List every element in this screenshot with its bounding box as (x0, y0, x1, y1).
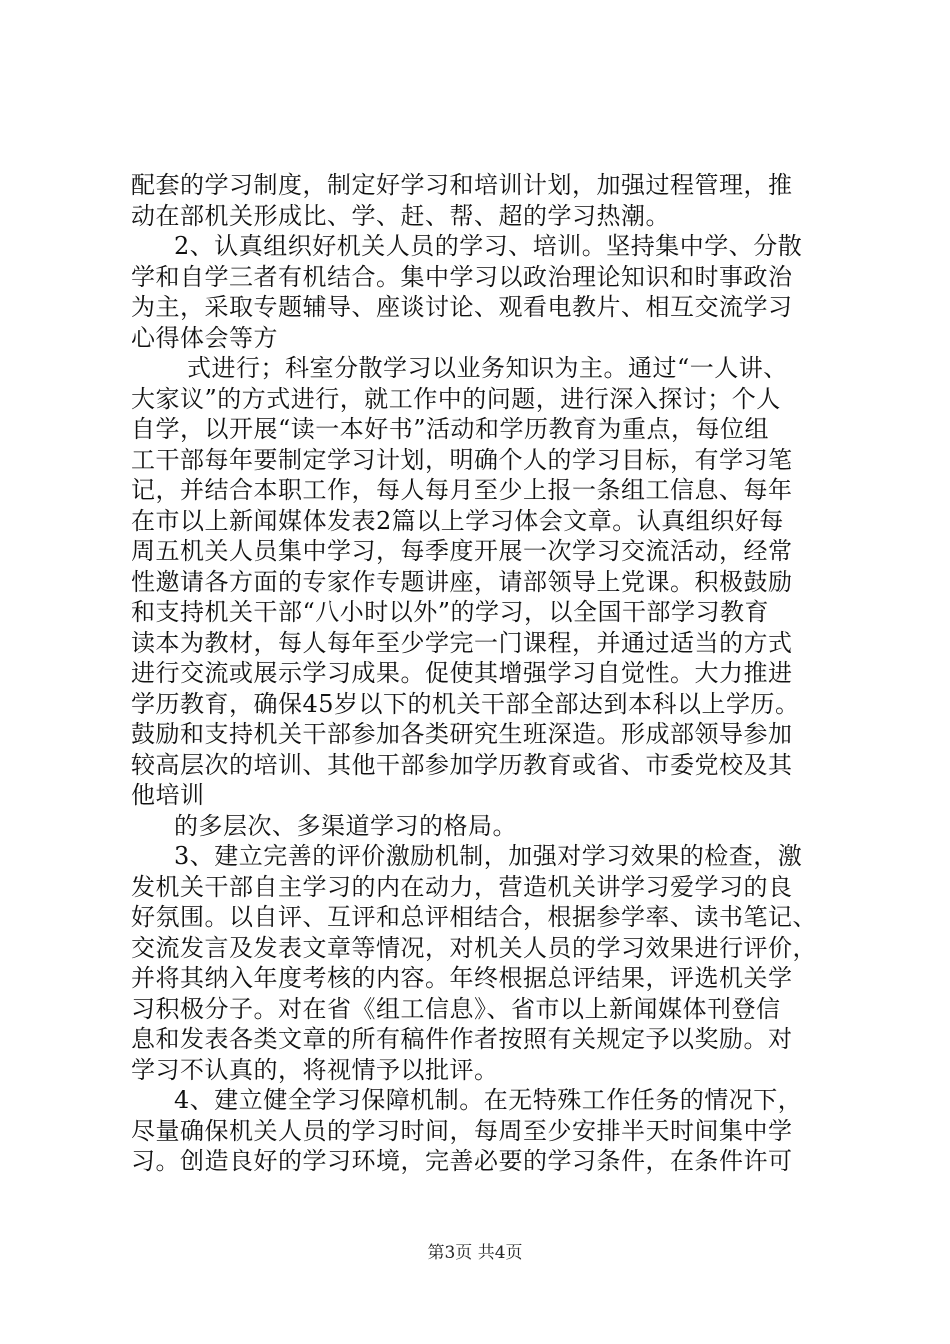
text-line: 习。创造良好的学习环境，完善必要的学习条件，在条件许可 (131, 1147, 793, 1175)
text-line: 学和自学三者有机结合。集中学习以政治理论知识和时事政治 (131, 262, 793, 291)
text-line: 2、认真组织好机关人员的学习、培训。坚持集中学、分散 (174, 232, 803, 260)
text-line: 较高层次的培训、其他干部参加学历教育或省、市委党校及其 (131, 750, 793, 779)
text-line: 心得体会等方 (131, 323, 278, 352)
page-footer: 第3页 共4页 (427, 1243, 523, 1263)
text-line: 学习不认真的，将视情予以批评。 (131, 1055, 499, 1084)
text-line: 和支持机关干部“八小时以外”的学习，以全国干部学习教育 (131, 598, 770, 626)
text-line: 好氛围。以自评、互评和总评相结合，根据参学率、读书笔记、 (131, 903, 817, 931)
text-line: 的多层次、多渠道学习的格局。 (174, 811, 517, 840)
text-line: 尽量确保机关人员的学习时间，每周至少安排半天时间集中学 (131, 1116, 793, 1145)
text-line: 式进行；科室分散学习以业务知识为主。通过“一人讲、 (187, 354, 788, 382)
document-body (131, 170, 831, 1177)
text-line: 习积极分子。对在省《组工信息》、省市以上新闻媒体刊登信 (131, 994, 781, 1023)
text-line: 4、建立健全学习保障机制。在无特殊工作任务的情况下， (174, 1086, 803, 1114)
text-line: 在市以上新闻媒体发表2篇以上学习体会文章。认真组织好每 (131, 506, 784, 535)
text-line: 息和发表各类文章的所有稿件作者按照有关规定予以奖励。对 (131, 1025, 793, 1053)
text-line: 3、建立完善的评价激励机制，加强对学习效果的检查，激 (174, 842, 803, 870)
text-line: 自学，以开展“读一本好书”活动和学历教育为重点，每位组 (131, 415, 770, 443)
text-line: 动在部机关形成比、学、赶、帮、超的学习热潮。 (131, 201, 670, 230)
text-line: 发机关干部自主学习的内在动力，营造机关讲学习爱学习的良 (131, 872, 793, 901)
text-line: 他培训 (131, 781, 205, 809)
text-line: 交流发言及发表文章等情况，对机关人员的学习效果进行评价， (131, 933, 817, 962)
text-line: 记，并结合本职工作，每人每月至少上报一条组工信息、每年 (131, 476, 793, 504)
text-line: 大家议”的方式进行，就工作中的问题，进行深入探讨；个人 (131, 384, 781, 413)
text-line: 工干部每年要制定学习计划，明确个人的学习目标，有学习笔 (131, 445, 793, 474)
text-line: 鼓励和支持机关干部参加各类研究生班深造。形成部领导参加 (131, 720, 793, 748)
text-line: 学历教育，确保45岁以下的机关干部全部达到本科以上学历。 (131, 689, 800, 718)
text-line: 配套的学习制度，制定好学习和培训计划，加强过程管理，推 (131, 171, 793, 199)
text-line: 为主，采取专题辅导、座谈讨论、观看电教片、相互交流学习 (131, 293, 793, 321)
text-line: 性邀请各方面的专家作专题讲座，请部领导上党课。积极鼓励 (131, 567, 793, 596)
text-line: 进行交流或展示学习成果。促使其增强学习自觉性。大力推进 (131, 659, 793, 687)
text-line: 读本为教材，每人每年至少学完一门课程，并通过适当的方式 (131, 628, 793, 657)
text-line: 周五机关人员集中学习，每季度开展一次学习交流活动，经常 (131, 537, 793, 565)
text-line: 并将其纳入年度考核的内容。年终根据总评结果，评选机关学 (131, 964, 793, 992)
